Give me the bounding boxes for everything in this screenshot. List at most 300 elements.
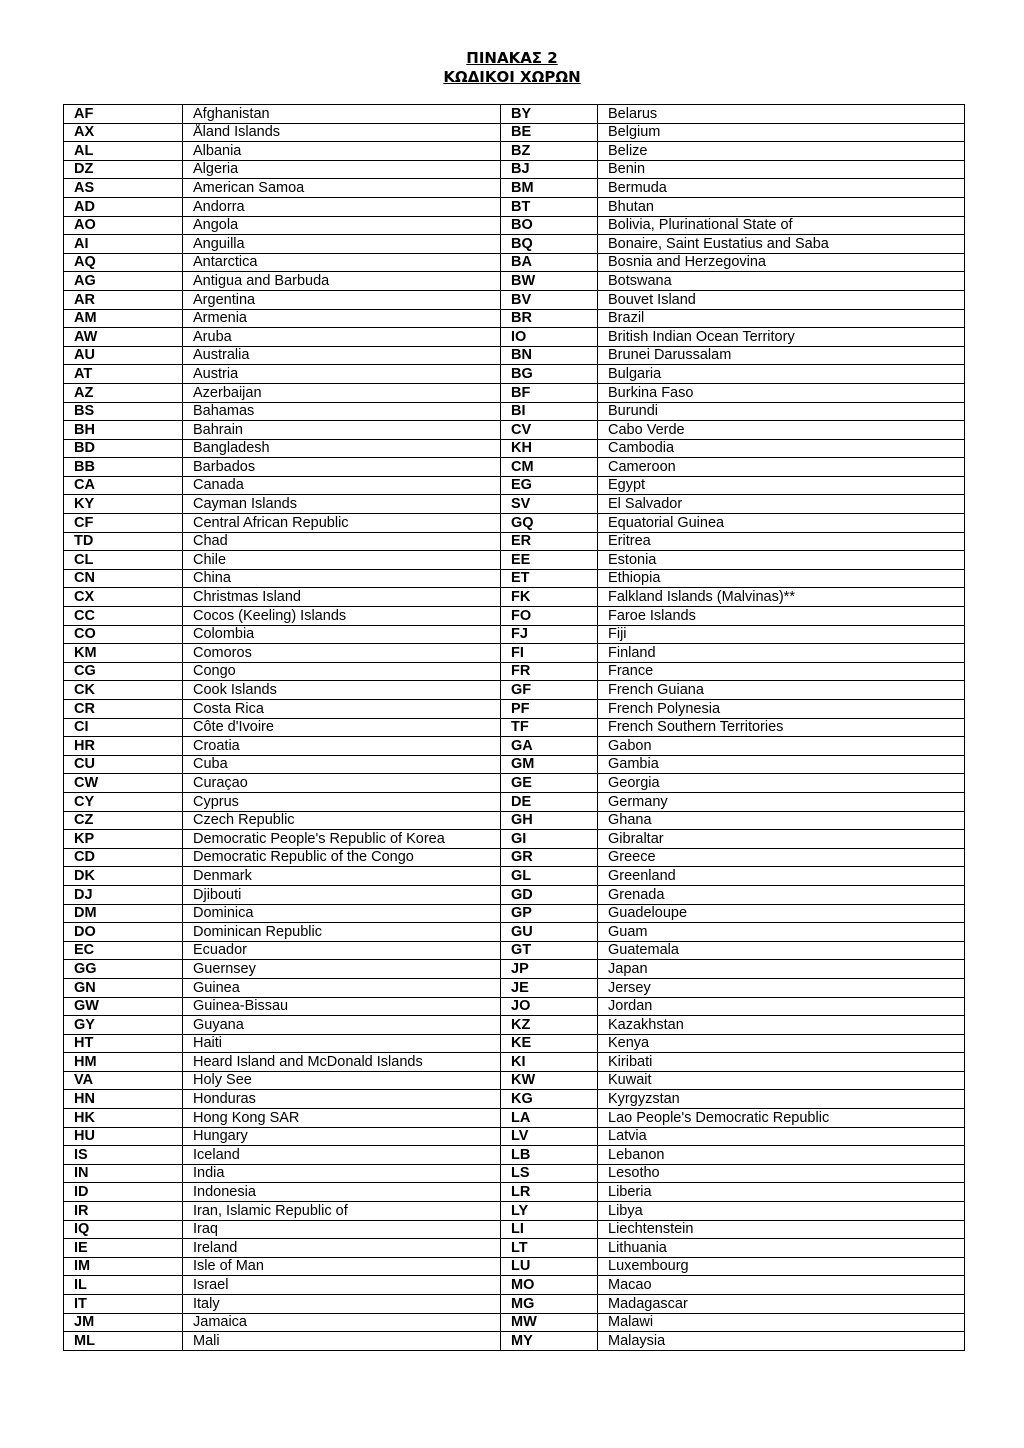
table-row — [64, 495, 965, 514]
country-name-cell: Lao People's Democratic Republic — [598, 1109, 965, 1128]
country-name-cell: Indonesia — [183, 1183, 501, 1202]
country-name-cell: Holy See — [183, 1071, 501, 1090]
country-name-cell: Barbados — [183, 458, 501, 477]
country-name-cell: Guinea-Bissau — [183, 997, 501, 1016]
country-code-cell: CY — [64, 792, 183, 811]
country-code-cell: BI — [501, 402, 598, 421]
country-code-cell: DM — [64, 904, 183, 923]
country-name-cell: Guadeloupe — [598, 904, 965, 923]
country-code-cell: LI — [501, 1220, 598, 1239]
country-name-cell: Andorra — [183, 197, 501, 216]
table-row — [64, 105, 965, 124]
country-code-cell: MY — [501, 1332, 598, 1351]
country-name-cell: Dominican Republic — [183, 923, 501, 942]
country-code-cell: AS — [64, 179, 183, 198]
table-row — [64, 328, 965, 347]
country-code-cell: GY — [64, 1016, 183, 1035]
country-name-cell: Malawi — [598, 1313, 965, 1332]
country-name-cell: Guyana — [183, 1016, 501, 1035]
country-code-cell: CO — [64, 625, 183, 644]
country-code-cell: GM — [501, 755, 598, 774]
table-row — [64, 1146, 965, 1165]
country-code-cell: FJ — [501, 625, 598, 644]
country-code-cell: GA — [501, 737, 598, 756]
country-name-cell: Heard Island and McDonald Islands — [183, 1053, 501, 1072]
country-code-cell: CL — [64, 551, 183, 570]
country-code-cell: KI — [501, 1053, 598, 1072]
country-name-cell: Austria — [183, 365, 501, 384]
country-code-cell: BA — [501, 253, 598, 272]
country-code-cell: ET — [501, 569, 598, 588]
country-name-cell: Kuwait — [598, 1071, 965, 1090]
country-name-cell: Georgia — [598, 774, 965, 793]
country-name-cell: Bangladesh — [183, 439, 501, 458]
country-code-cell: AZ — [64, 383, 183, 402]
country-code-cell: DK — [64, 867, 183, 886]
country-code-cell: CW — [64, 774, 183, 793]
country-name-cell: Equatorial Guinea — [598, 514, 965, 533]
country-code-cell: ID — [64, 1183, 183, 1202]
country-code-cell: GT — [501, 941, 598, 960]
country-code-cell: AR — [64, 290, 183, 309]
country-name-cell: Canada — [183, 476, 501, 495]
country-name-cell: Australia — [183, 346, 501, 365]
country-name-cell: Brunei Darussalam — [598, 346, 965, 365]
country-code-cell: DO — [64, 923, 183, 942]
country-code-cell: HK — [64, 1109, 183, 1128]
table-row — [64, 848, 965, 867]
country-code-cell: GW — [64, 997, 183, 1016]
country-name-cell: Côte d'Ivoire — [183, 718, 501, 737]
country-code-cell: LB — [501, 1146, 598, 1165]
table-row — [64, 1239, 965, 1258]
country-code-cell: ML — [64, 1332, 183, 1351]
country-name-cell: French Guiana — [598, 681, 965, 700]
country-code-cell: KE — [501, 1034, 598, 1053]
country-name-cell: Estonia — [598, 551, 965, 570]
country-code-cell: IO — [501, 328, 598, 347]
country-code-cell: CR — [64, 700, 183, 719]
table-row — [64, 179, 965, 198]
country-code-cell: BN — [501, 346, 598, 365]
table-row — [64, 923, 965, 942]
country-code-cell: VA — [64, 1071, 183, 1090]
country-name-cell: Germany — [598, 792, 965, 811]
table-row — [64, 458, 965, 477]
country-name-cell: Burkina Faso — [598, 383, 965, 402]
country-name-cell: Benin — [598, 160, 965, 179]
country-code-cell: BJ — [501, 160, 598, 179]
country-code-cell: LR — [501, 1183, 598, 1202]
country-code-cell: AI — [64, 235, 183, 254]
country-name-cell: Angola — [183, 216, 501, 235]
table-row — [64, 514, 965, 533]
country-name-cell: Greece — [598, 848, 965, 867]
country-code-cell: BG — [501, 365, 598, 384]
country-code-cell: FR — [501, 662, 598, 681]
table-row — [64, 1164, 965, 1183]
country-name-cell: Bosnia and Herzegovina — [598, 253, 965, 272]
country-code-cell: DJ — [64, 885, 183, 904]
country-code-cell: KP — [64, 830, 183, 849]
country-code-cell: CN — [64, 569, 183, 588]
country-name-cell: Honduras — [183, 1090, 501, 1109]
country-code-cell: CI — [64, 718, 183, 737]
country-name-cell: Jersey — [598, 978, 965, 997]
country-name-cell: Kyrgyzstan — [598, 1090, 965, 1109]
country-code-cell: SV — [501, 495, 598, 514]
country-name-cell: Isle of Man — [183, 1257, 501, 1276]
country-code-cell: KG — [501, 1090, 598, 1109]
country-code-cell: BQ — [501, 235, 598, 254]
country-code-cell: JM — [64, 1313, 183, 1332]
table-row — [64, 1202, 965, 1221]
country-name-cell: Costa Rica — [183, 700, 501, 719]
country-code-cell: AL — [64, 142, 183, 161]
country-name-cell: Ireland — [183, 1239, 501, 1258]
table-row — [64, 941, 965, 960]
country-code-cell: FO — [501, 607, 598, 626]
country-name-cell: Cyprus — [183, 792, 501, 811]
table-row — [64, 607, 965, 626]
country-name-cell: Denmark — [183, 867, 501, 886]
table-row — [64, 421, 965, 440]
table-row — [64, 1295, 965, 1314]
table-row — [64, 737, 965, 756]
country-name-cell: Comoros — [183, 644, 501, 663]
table-row — [64, 774, 965, 793]
country-name-cell: Djibouti — [183, 885, 501, 904]
country-name-cell: Armenia — [183, 309, 501, 328]
country-code-cell: HR — [64, 737, 183, 756]
country-code-cell: FI — [501, 644, 598, 663]
country-name-cell: Curaçao — [183, 774, 501, 793]
country-code-cell: GR — [501, 848, 598, 867]
country-name-cell: Guinea — [183, 978, 501, 997]
country-name-cell: Madagascar — [598, 1295, 965, 1314]
country-code-cell: GQ — [501, 514, 598, 533]
country-name-cell: Bahamas — [183, 402, 501, 421]
country-name-cell: Latvia — [598, 1127, 965, 1146]
country-name-cell: Cuba — [183, 755, 501, 774]
country-code-cell: CD — [64, 848, 183, 867]
country-code-cell: AG — [64, 272, 183, 291]
table-row — [64, 365, 965, 384]
table-row — [64, 700, 965, 719]
country-code-cell: GN — [64, 978, 183, 997]
country-name-cell: Kazakhstan — [598, 1016, 965, 1035]
country-code-cell: CC — [64, 607, 183, 626]
country-code-cell: CM — [501, 458, 598, 477]
country-code-cell: AO — [64, 216, 183, 235]
country-name-cell: Antigua and Barbuda — [183, 272, 501, 291]
country-code-cell: GF — [501, 681, 598, 700]
table-row — [64, 644, 965, 663]
country-name-cell: Lebanon — [598, 1146, 965, 1165]
country-name-cell: Christmas Island — [183, 588, 501, 607]
country-code-cell: BF — [501, 383, 598, 402]
country-name-cell: Algeria — [183, 160, 501, 179]
country-name-cell: Mali — [183, 1332, 501, 1351]
country-code-cell: BM — [501, 179, 598, 198]
table-row — [64, 960, 965, 979]
country-code-cell: AW — [64, 328, 183, 347]
table-row — [64, 681, 965, 700]
country-code-cell: BE — [501, 123, 598, 142]
country-name-cell: Burundi — [598, 402, 965, 421]
country-code-cell: KM — [64, 644, 183, 663]
country-name-cell: Aruba — [183, 328, 501, 347]
table-row — [64, 1183, 965, 1202]
country-name-cell: American Samoa — [183, 179, 501, 198]
country-name-cell: Belgium — [598, 123, 965, 142]
country-name-cell: Central African Republic — [183, 514, 501, 533]
country-name-cell: Gibraltar — [598, 830, 965, 849]
country-name-cell: Libya — [598, 1202, 965, 1221]
country-code-cell: CV — [501, 421, 598, 440]
country-code-cell: AQ — [64, 253, 183, 272]
country-name-cell: Czech Republic — [183, 811, 501, 830]
country-name-cell: Fiji — [598, 625, 965, 644]
country-name-cell: Åland Islands — [183, 123, 501, 142]
country-code-cell: AU — [64, 346, 183, 365]
table-row — [64, 1220, 965, 1239]
country-name-cell: Chile — [183, 551, 501, 570]
table-row — [64, 346, 965, 365]
country-code-cell: IS — [64, 1146, 183, 1165]
table-row — [64, 885, 965, 904]
country-name-cell: Gambia — [598, 755, 965, 774]
country-name-cell: Bahrain — [183, 421, 501, 440]
country-code-cell: HT — [64, 1034, 183, 1053]
country-code-cell: CZ — [64, 811, 183, 830]
table-row — [64, 476, 965, 495]
country-code-cell: GP — [501, 904, 598, 923]
country-code-cell: LT — [501, 1239, 598, 1258]
table-row — [64, 867, 965, 886]
country-name-cell: Chad — [183, 532, 501, 551]
table-row — [64, 625, 965, 644]
country-name-cell: Bulgaria — [598, 365, 965, 384]
country-name-cell: Malaysia — [598, 1332, 965, 1351]
country-name-cell: Cabo Verde — [598, 421, 965, 440]
country-name-cell: Haiti — [183, 1034, 501, 1053]
country-code-cell: BZ — [501, 142, 598, 161]
table-title: ΠΙΝΑΚΑΣ 2 — [466, 49, 558, 67]
country-name-cell: Colombia — [183, 625, 501, 644]
country-name-cell: Iran, Islamic Republic of — [183, 1202, 501, 1221]
country-name-cell: Egypt — [598, 476, 965, 495]
country-name-cell: Liberia — [598, 1183, 965, 1202]
country-code-cell: IQ — [64, 1220, 183, 1239]
table-row — [64, 997, 965, 1016]
country-code-cell: GI — [501, 830, 598, 849]
country-name-cell: Bouvet Island — [598, 290, 965, 309]
country-name-cell: British Indian Ocean Territory — [598, 328, 965, 347]
country-code-cell: BB — [64, 458, 183, 477]
country-name-cell: Lithuania — [598, 1239, 965, 1258]
country-code-cell: CA — [64, 476, 183, 495]
country-name-cell: Azerbaijan — [183, 383, 501, 402]
country-name-cell: Falkland Islands (Malvinas)** — [598, 588, 965, 607]
table-row — [64, 309, 965, 328]
table-row — [64, 197, 965, 216]
country-code-cell: EE — [501, 551, 598, 570]
country-code-cell: IT — [64, 1295, 183, 1314]
country-name-cell: Botswana — [598, 272, 965, 291]
country-code-cell: BV — [501, 290, 598, 309]
table-row — [64, 253, 965, 272]
country-codes-body — [64, 105, 965, 1351]
country-name-cell: Cayman Islands — [183, 495, 501, 514]
table-row — [64, 1053, 965, 1072]
country-code-cell: IL — [64, 1276, 183, 1295]
country-name-cell: Bonaire, Saint Eustatius and Saba — [598, 235, 965, 254]
country-name-cell: Dominica — [183, 904, 501, 923]
table-row — [64, 1313, 965, 1332]
country-code-cell: AF — [64, 105, 183, 124]
table-row — [64, 811, 965, 830]
country-code-cell: LA — [501, 1109, 598, 1128]
country-code-cell: GH — [501, 811, 598, 830]
country-code-cell: BW — [501, 272, 598, 291]
table-row — [64, 1090, 965, 1109]
country-name-cell: Guatemala — [598, 941, 965, 960]
table-row — [64, 792, 965, 811]
table-row — [64, 142, 965, 161]
country-code-cell: BH — [64, 421, 183, 440]
country-name-cell: Brazil — [598, 309, 965, 328]
country-code-cell: GG — [64, 960, 183, 979]
table-row — [64, 532, 965, 551]
country-name-cell: Luxembourg — [598, 1257, 965, 1276]
country-code-cell: MG — [501, 1295, 598, 1314]
country-name-cell: Bermuda — [598, 179, 965, 198]
country-name-cell: Jordan — [598, 997, 965, 1016]
country-name-cell: India — [183, 1164, 501, 1183]
country-code-cell: GD — [501, 885, 598, 904]
country-code-cell: GL — [501, 867, 598, 886]
table-row — [64, 662, 965, 681]
table-row — [64, 216, 965, 235]
country-name-cell: Kenya — [598, 1034, 965, 1053]
table-row — [64, 383, 965, 402]
country-name-cell: Cameroon — [598, 458, 965, 477]
country-codes-table — [63, 104, 965, 1351]
country-code-cell: CK — [64, 681, 183, 700]
country-name-cell: Albania — [183, 142, 501, 161]
table-row — [64, 235, 965, 254]
country-code-cell: HU — [64, 1127, 183, 1146]
country-name-cell: Macao — [598, 1276, 965, 1295]
country-name-cell: Grenada — [598, 885, 965, 904]
country-name-cell: Iceland — [183, 1146, 501, 1165]
country-name-cell: France — [598, 662, 965, 681]
country-code-cell: AX — [64, 123, 183, 142]
table-row — [64, 402, 965, 421]
country-code-cell: MW — [501, 1313, 598, 1332]
table-row — [64, 569, 965, 588]
country-code-cell: JP — [501, 960, 598, 979]
country-code-cell: IN — [64, 1164, 183, 1183]
country-code-cell: CG — [64, 662, 183, 681]
country-code-cell: CU — [64, 755, 183, 774]
country-name-cell: Faroe Islands — [598, 607, 965, 626]
country-name-cell: Eritrea — [598, 532, 965, 551]
country-name-cell: Argentina — [183, 290, 501, 309]
country-name-cell: Democratic People's Republic of Korea — [183, 830, 501, 849]
country-name-cell: French Southern Territories — [598, 718, 965, 737]
country-code-cell: KW — [501, 1071, 598, 1090]
country-code-cell: JO — [501, 997, 598, 1016]
country-code-cell: JE — [501, 978, 598, 997]
country-code-cell: GU — [501, 923, 598, 942]
table-row — [64, 830, 965, 849]
country-name-cell: El Salvador — [598, 495, 965, 514]
country-code-cell: IM — [64, 1257, 183, 1276]
country-code-cell: IE — [64, 1239, 183, 1258]
country-code-cell: PF — [501, 700, 598, 719]
country-name-cell: Ghana — [598, 811, 965, 830]
country-name-cell: Guernsey — [183, 960, 501, 979]
country-code-cell: HM — [64, 1053, 183, 1072]
country-name-cell: Iraq — [183, 1220, 501, 1239]
country-name-cell: Israel — [183, 1276, 501, 1295]
country-name-cell: Belarus — [598, 105, 965, 124]
country-code-cell: CF — [64, 514, 183, 533]
country-name-cell: Ethiopia — [598, 569, 965, 588]
country-code-cell: LV — [501, 1127, 598, 1146]
country-code-cell: EC — [64, 941, 183, 960]
table-row — [64, 1071, 965, 1090]
table-row — [64, 1016, 965, 1035]
country-name-cell: Belize — [598, 142, 965, 161]
country-name-cell: Cambodia — [598, 439, 965, 458]
country-name-cell: Liechtenstein — [598, 1220, 965, 1239]
table-row — [64, 160, 965, 179]
country-code-cell: DZ — [64, 160, 183, 179]
country-code-cell: HN — [64, 1090, 183, 1109]
country-code-cell: BO — [501, 216, 598, 235]
table-row — [64, 123, 965, 142]
table-row — [64, 755, 965, 774]
country-code-cell: BS — [64, 402, 183, 421]
country-code-cell: TF — [501, 718, 598, 737]
country-name-cell: Hong Kong SAR — [183, 1109, 501, 1128]
country-code-cell: AT — [64, 365, 183, 384]
country-name-cell: Antarctica — [183, 253, 501, 272]
country-code-cell: BR — [501, 309, 598, 328]
table-row — [64, 1034, 965, 1053]
table-row — [64, 1332, 965, 1351]
country-name-cell: Kiribati — [598, 1053, 965, 1072]
country-code-cell: LS — [501, 1164, 598, 1183]
table-row — [64, 439, 965, 458]
country-name-cell: Greenland — [598, 867, 965, 886]
country-name-cell: Ecuador — [183, 941, 501, 960]
table-row — [64, 904, 965, 923]
country-name-cell: Hungary — [183, 1127, 501, 1146]
table-row — [64, 718, 965, 737]
country-code-cell: EG — [501, 476, 598, 495]
country-name-cell: Finland — [598, 644, 965, 663]
country-name-cell: Croatia — [183, 737, 501, 756]
country-name-cell: Cocos (Keeling) Islands — [183, 607, 501, 626]
country-name-cell: Democratic Republic of the Congo — [183, 848, 501, 867]
country-name-cell: Guam — [598, 923, 965, 942]
country-name-cell: Bolivia, Plurinational State of — [598, 216, 965, 235]
country-name-cell: French Polynesia — [598, 700, 965, 719]
